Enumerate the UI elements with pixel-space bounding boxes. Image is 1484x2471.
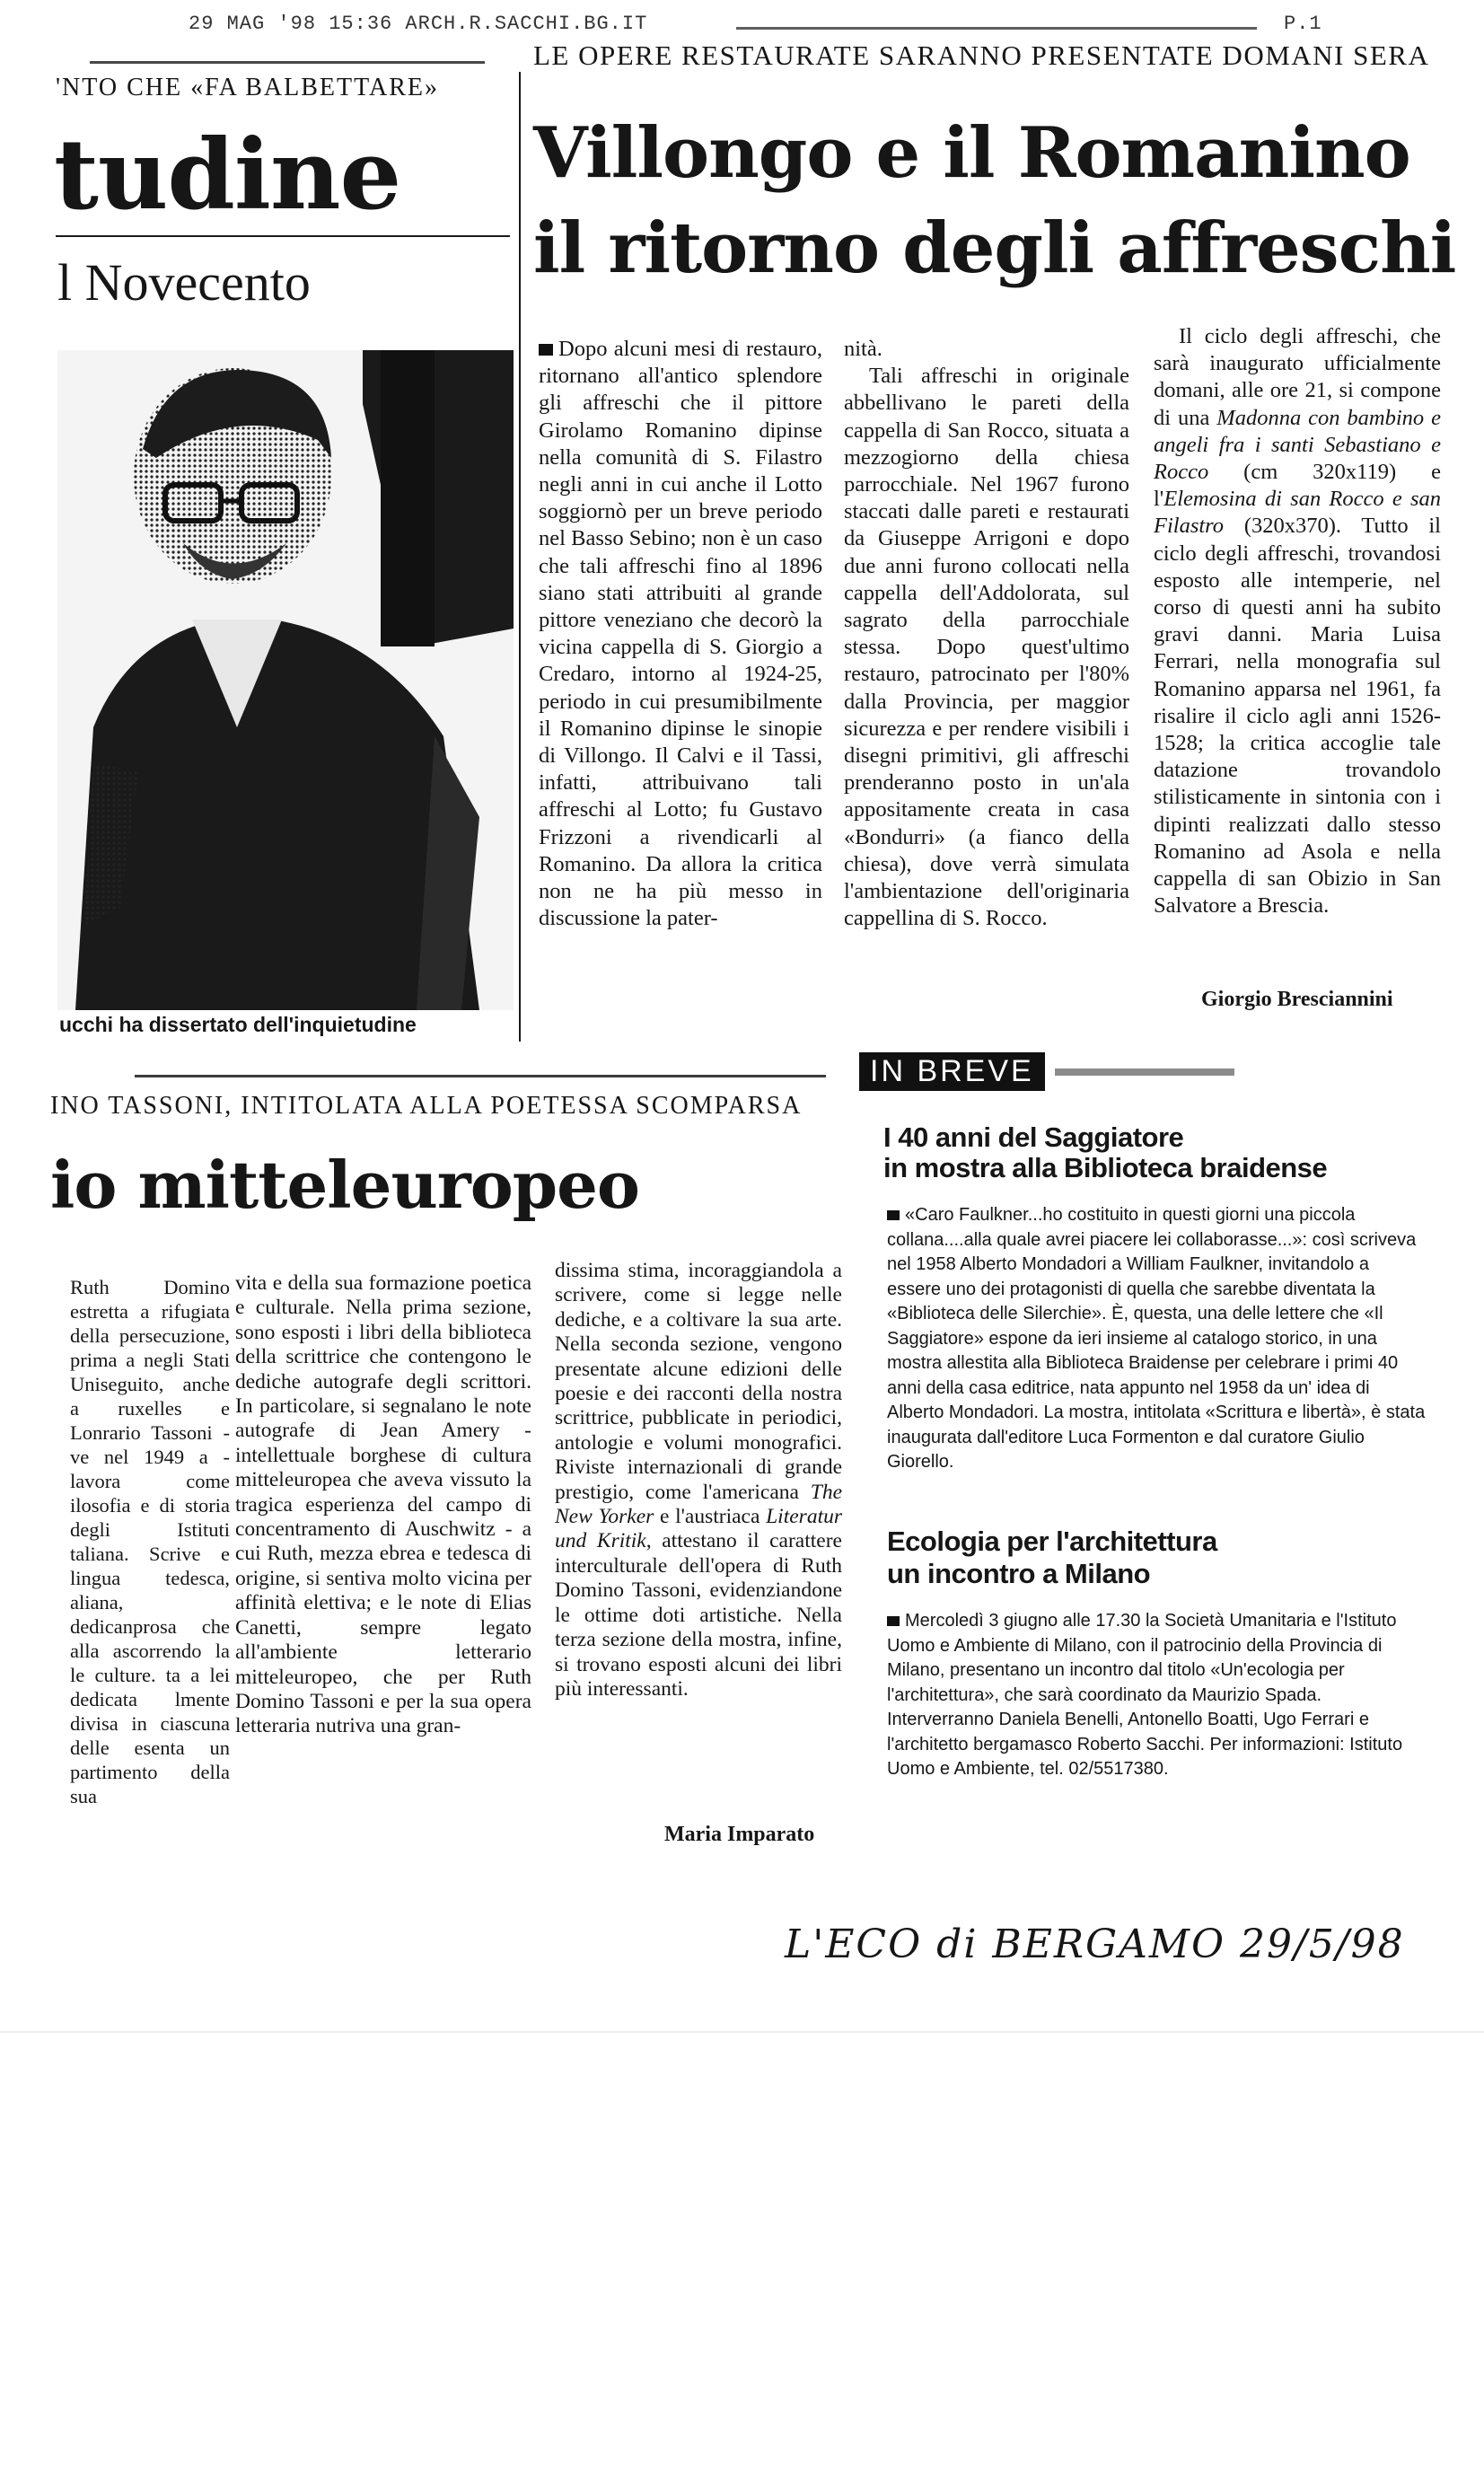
main-article-col1-text: Dopo alcuni mesi di restauro, ritornano all'antico splendore gli affreschi che il pittore Girolamo Romanino dipinse nella comunità di S. Filastro negli anni in cui anche il Lotto soggiornò per un breve periodo nel Basso Sebino; non è un caso che tali affreschi fino al 1896 siano stati attribuiti al grande pittore veneziano che decorò la vicina cappella di S. Giorgio a Credaro, intorno al 1924-25, periodo in cui presumibilmente il Romanino dipinse le sinopie di Villongo. Il Calvi e il Tassi, infatti, attribuivano tali affreschi al Lotto; fu Gustavo Frizzoni a rivendicarli al Romanino. Da allora la critica non ne ha più messo in discussione la pater- (539, 337, 822, 931)
main-article-col2-text: Tali affreschi in originale abbellivano le pareti della cappella di San Rocco, situata a mezzogiorno della chiesa parrocchiale. Nel 1967 furono staccati dalle pareti e restaurati da Giuseppe Arrigoni e dopo due anni furono collocati nella cappella dell'Addolorata, sul sagrato della parrocchiale stessa. Dopo quest'ultimo restauro, patrocinato per l'80% dalla Provincia, per maggior sicurezza e per rendere visibili i disegni primitivi, gli affreschi prenderanno posto in un'ala appositamente creata in casa «Bondurri» (a fianco della chiesa), dove verrà simulata l'ambientazione dell'originaria cappellina di S. Rocco. (844, 364, 1129, 931)
brief-bullet-icon (887, 1616, 900, 1626)
scan-edge-line (0, 2031, 1484, 2033)
brief2-title-line2: un incontro a Milano (887, 1558, 1151, 1589)
column-divider-vertical (519, 72, 521, 1042)
brief1-title-line2: in mostra alla Biblioteca braidense (883, 1152, 1328, 1183)
main-article-col3-text-c: (320x370). Tutto il ciclo degli affreschi, trovandosi esposto alle intemperie, nel corso di questi anni ha subito gravi danni. Maria Luisa Ferrari, nella monografia sul Romanino apparsa nel 1961, fa risalire il ciclo agli anni 1526-1528; la critica accoglie tale datazione trovandolo stilisticamente in sintonia con i dipinti realizzati dallo stesso Romanino ad Asola e nella cappella di san Obizio in San Salvatore a Brescia. (1154, 514, 1441, 919)
fax-page-number: P.1 (1284, 13, 1322, 35)
bottom-article-col3 (555, 1259, 842, 1826)
handwritten-source-note: L'ECO di BERGAMO 29/5/98 (785, 1921, 1405, 1967)
left-article-subhead: l Novecento (57, 253, 311, 312)
paragraph-bullet-icon (539, 344, 553, 356)
main-article-col3-text-a: Il ciclo degli affreschi, che sarà inaugurato ufficialmente domani, alle ore 21, si compone di una (1154, 324, 1441, 430)
mid-rule-left (135, 1075, 826, 1077)
left-article-headline: tudine (54, 119, 401, 232)
brief1-text-body: «Caro Faulkner...ho costituito in questi giorni una piccola collana....alla quale avrei piacere lei collaborasse...»: così scriveva nel 1958 Alberto Mondadori a William Faulkner, invitandolo a essere uno dei protagonisti di quella che sarebbe diventata la «Biblioteca delle Silerchie». È, questa, una delle lettere che «Il Saggiatore» espone da ieri insieme al catalogo storico, in una mostra allestita alla Biblioteca Braidense per celebrare i primi 40 anni della casa editrice, nata appunto nel 1958 da un' idea di Alberto Mondadori. La mostra, intitolata «Scrittura e libertà», è stata inaugurata dall'editore Luca Formenton e dal curatore Giulio Giorello. (887, 1205, 1426, 1472)
bottom-article-headline: io mitteleuropeo (50, 1147, 639, 1223)
in-breve-label: IN BREVE (859, 1052, 1045, 1091)
portrait-photo (57, 350, 514, 1010)
bottom-article-col3-text-a: dissima stima, incoraggiandola a scrivere, come si legge nelle dediche, e a coltivare la sua arte. Nella seconda sezione, vengono presentate alcune edizioni delle poesie e dei racconti della nostra scrittrice, pubblicate in periodici, antologie e volumi monografici. Riviste internazionali di grande prestigio, come l'americana (555, 1259, 842, 1504)
main-article-col1 (539, 336, 822, 1036)
portrait-photo-svg (57, 350, 514, 1010)
main-article-col2 (844, 336, 1129, 1036)
brief-bullet-icon (887, 1210, 900, 1220)
artwork-title-elemosina: Elemosina di san Rocco e san Filastro (1154, 487, 1441, 539)
brief1-title-line1: I 40 anni del Saggiatore (883, 1121, 1184, 1153)
main-article-headline-line1: Villongo e il Romanino (533, 112, 1410, 194)
brief2-text (887, 1609, 1427, 1833)
main-article-col2-lead: nità. (844, 337, 882, 361)
fax-noise-line (736, 27, 1257, 30)
in-breve-rule (1055, 1068, 1234, 1076)
magazine-title-new-yorker: The New Yorker (555, 1480, 842, 1529)
bottom-article-author: Maria Imparato (664, 1823, 815, 1846)
brief2-title-line1: Ecologia per l'architettura (887, 1526, 1217, 1557)
main-article-author: Giorgio Bresciannini (1201, 988, 1393, 1011)
photo-caption: ucchi ha dissertato dell'inquietudine (59, 1013, 417, 1036)
bottom-article-col3-text-b: e l'austriaca (654, 1505, 767, 1529)
left-article-kicker: 'NTO CHE «FA BALBETTARE» (56, 74, 439, 101)
left-headline-rule (56, 235, 510, 237)
main-article-col3-text-b: (cm 320x119) e l' (1154, 460, 1441, 512)
bottom-article-kicker: INO TASSONI, INTITOLATA ALLA POETESSA SCOMPARSA (50, 1092, 803, 1120)
top-rule-left (90, 61, 485, 64)
bottom-article-col2 (235, 1271, 531, 1855)
bottom-article-col2-text: vita e della sua formazione poetica e culturale. Nella prima sezione, sono esposti i libri della biblioteca della scrittrice che contengono le dediche autografe degli scrittori. In particolare, si segnalano le note autografe di Jean Amery - intellettuale borghese di cultura mitteleuropea che aveva vissuto la tragica esperienza del campo di concentramento di Auschwitz - a cui Ruth, mezza ebrea e tedesca di origine, si sentiva molto vicina per affinità elettiva; e le note di Elias Canetti, sempre legato all'ambiente letterario mitteleuropeo, che per Ruth Domino Tassoni e per la sua opera letteraria nutriva una gran- (235, 1271, 531, 1738)
main-article-col3 (1154, 323, 1441, 1006)
artwork-title-madonna: Madonna con bambino e angeli fra i santi Sebastiano e Rocco (1154, 405, 1441, 485)
fax-header: 29 MAG '98 15:36 ARCH.R.SACCHI.BG.IT (189, 13, 648, 35)
brief1-text (887, 1203, 1427, 1499)
bottom-article-col1-text: Ruth Domino estretta a rifugiata della persecuzione, prima a negli Stati Uniseguito, anche a ruxelles e Lonrario Tassoni - ve nel 1949 a - lavora come ilosofia e di storia degli Istituti taliana. Scrive e lingua tedesca, aliana, dedicanprosa che alla ascorrendo la le culture. ta a lei dedicata lmente divisa in ciascuna delle esenta un partimento della sua (70, 1276, 230, 1807)
magazine-title-literatur: Literatur und Kritik (555, 1505, 842, 1553)
bottom-article-col3-text-c: , attestano il carattere interculturale dell'opera di Ruth Domino Tassoni, evidenziandone le ottime doti artistiche. Nella terza sezione della mostra, infine, si trovano esposti alcuni dei libri più interessanti. (555, 1529, 842, 1701)
bottom-article-col1 (70, 1275, 230, 1859)
brief2-text-body: Mercoledì 3 giugno alle 17.30 la Società Umanitaria e l'Istituto Uomo e Ambiente di Milano, con il patrocinio della Provincia di Milano, presentano un incontro dal titolo «Un'ecologia per l'architettura», che sarà coordinato da Maurizio Spada. Interverranno Daniela Benelli, Antonello Boatti, Ugo Ferrari e l'architetto bergamasco Roberto Sacchi. Per informazioni: Istituto Uomo e Ambiente, tel. 02/5517380. (887, 1611, 1403, 1779)
main-article-kicker: LE OPERE RESTAURATE SARANNO PRESENTATE DOMANI SERA (533, 40, 1430, 71)
main-article-headline-line2: il ritorno degli affreschi (533, 207, 1456, 289)
